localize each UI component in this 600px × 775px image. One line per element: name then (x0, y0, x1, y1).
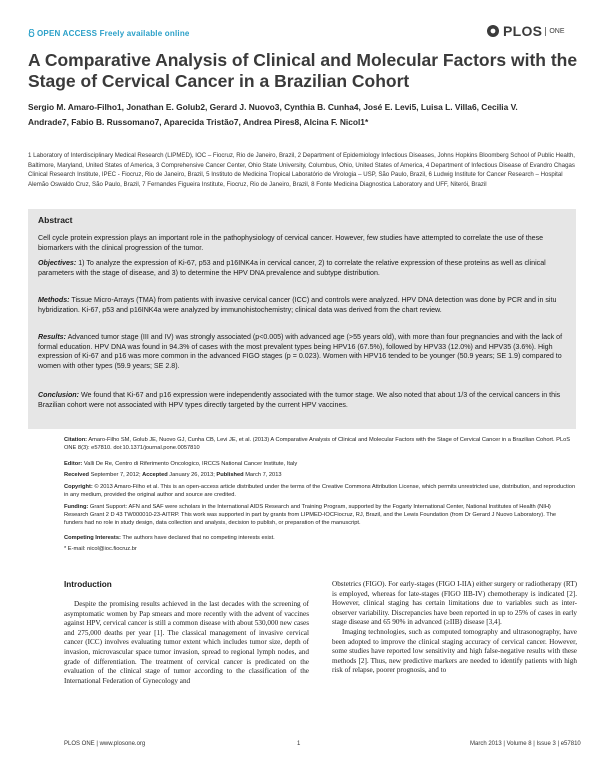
citation (64, 436, 576, 452)
published-label: Published (216, 472, 244, 478)
abstract-results (38, 333, 566, 371)
abstract-heading: Abstract (38, 215, 73, 225)
plos-wordmark: PLOS (503, 23, 543, 39)
body-column-left: Despite the promising results achieved in the last decades with the screening of asymptomatic women by Pap smears and more recently with the advent of vaccines against HPV, cervical cancer is still a common disease with about 530,000 new cases and 275,000 deaths per year [1]. The classical management of invasive cervical cancer (ICC) involves evaluating tumor extent which includes tumor size, depth of invasion, microvascular space tumor invasion, spread to regional lymph nodes, and grade of differentiation. The treatment of cervical cancer is predicated on the evaluation of the clinical stage of tumor according to the classification of the International Federation of Gynecology and (64, 600, 309, 685)
competing-label: Competing Interests: (64, 535, 121, 541)
editor (64, 460, 576, 468)
methods-text: Tissue Micro-Arrays (TMA) from patients with invasive cervical cancer (ICC) and controls were analyzed. HPV DNA detection was done by PCR and in situ hybridization. Ki-67, p53 and p16INK4a were analyzed by immunohistochemistry; clinical data was derived from the chart review. (38, 296, 557, 314)
methods-label: Methods: (38, 296, 70, 304)
received-label: Received (64, 472, 89, 478)
author-list: Sergio M. Amaro-Filho1, Jonathan E. Golub2, Gerard J. Nuovo3, Cynthia B. Cunha4, José E. Levi5, Luisa L. Villa6, Cecilia V. Andrade7, Fabio B. Russomano7, Aparecida Tristão7, Andrea Pires8, Alcina F. Nicol1* (28, 102, 518, 127)
copyright-label: Copyright: (64, 484, 93, 490)
conclusion-text: We found that Ki-67 and p16 expression were independently associated with the tumor stage. We also noted that about 1/3 of the cervical cancers in this Brazilian cohort were not associated with HPV types directly targeted by the current HPV vaccines. (38, 391, 561, 409)
abstract-conclusion (38, 391, 566, 410)
footer-journal-site: PLOS ONE | www.plosone.org (64, 741, 146, 747)
article-title: A Comparative Analysis of Clinical and Molecular Factors with the Stage of Cervical Cancer in a Brazilian Cohort (28, 50, 578, 91)
funding (64, 503, 576, 528)
open-access-text: ACCESS Freely available online (62, 29, 190, 38)
objectives-text: 1) To analyze the expression of Ki-67, p53 and p16INK4a in cervical cancer, 2) to correlate the relative expression of these proteins as well as clinical parameters with the stage of disease, and 3) to determine the HPV DNA prevalence and subtype distribution. (38, 259, 546, 277)
body-paragraph: Obstetrics (FIGO). For early-stages (FIGO I-IIA) either surgery or radiotherapy (RT) is employed, whereas for late-stages (FIGO IIB-IV) chemotherapy is indicated [2]. However, clinical staging has certain limitations due to variables such as inter-observer variability. Discrepancies have been reported in up to 25% of cases in early stage disease and 65 90% in advanced (≥IIB) disease [3,4]. (332, 580, 577, 627)
editor-text: Valli De Re, Centro di Riferimento Oncologico, IRCCS National Cancer Institute, Italy (82, 461, 298, 467)
page-number: 1 (297, 741, 301, 747)
copyright-text: © 2013 Amaro-Filho et al. This is an open-access article distributed under the terms of the Creative Commons Attribution License, which permits unrestricted use, distribution, and reproduction in any medium, provided the original author and source are credited. (64, 484, 576, 499)
competing-text: The authors have declared that no competing interests exist. (120, 535, 275, 541)
results-text: Advanced tumor stage (III and IV) was strongly associated (p<0.005) with advanced age (>55 years old), with more than four pregnancies and with the lack of formal education. HPV DNA was found in 94.3% of cases with the most prevalent types being HPV16 (67.5%), followed by HPV33 (12.0%) and HPV35 (3.6%). High expression of Ki-67 and p16 was more common in the advanced FIGO stages (p = 0.023). Women with HPV16 tended to be younger (50.9 years; SE 1.9) compared to women with other types (59.9 years; SE 2.8). (38, 333, 563, 370)
abstract-background: Cell cycle protein expression plays an important role in the pathophysiology of cervical cancer. However, few studies have attempted to correlate the use of these biomarkers with the clinical progression of the tumor. (38, 234, 544, 252)
conclusion-label: Conclusion: (38, 391, 79, 399)
results-label: Results: (38, 333, 66, 341)
open-access-prefix: OPEN (37, 29, 61, 38)
footer-issue-info: March 2013 | Volume 8 | Issue 3 | e57810 (470, 741, 581, 747)
received-date: September 7, 2012; (88, 472, 143, 478)
abstract-box (28, 209, 576, 429)
competing-interests (64, 534, 576, 542)
accepted-date: January 26, 2013; (167, 472, 217, 478)
citation-label: Citation: (64, 437, 88, 443)
plos-one-subtext: ONE (545, 27, 564, 36)
abstract-methods (38, 296, 566, 315)
body-paragraph: Imaging technologies, such as computed tomography and ultrasonography, have been adopted to improve the clinical staging accuracy of cervical cancer. However, some studies have reported low sensitivity and high false-negative results with these methods [2]. Thus, new predictive markers are needed to identify patients with high risk of relapse, poorer prognosis, and to (332, 627, 577, 675)
affiliations: 1 Laboratory of Interdisciplinary Medical Research (LIPMED), IOC – Fiocruz, Rio de Janeiro, Brazil, 2 Department of Epidemiology Infectious Diseases, Johns Hopkins Bloomberg School of Public Health, Baltimore, Maryland, United States of America, 3 Comprehensive Cancer Center, Ohio State University, Columbus, Ohio, United States of America, 4 Department of Infectious Disease of Evandro Chagas Clinical Research Institute, IPEC - Fiocruz, Rio de Janeiro, Brazil, 5 Instituto de Medicina Tropical Laboratório de Virologia – USP, São Paulo, Brazil, 6 Ludwig Institute for Cancer Research – Hospital Alemão Oswaldo Cruz, São Paulo, Brazil, 7 Fernandes Figueira Institute, Fiocruz, Rio de Janeiro, Brazil, 8 Fonte Medicina Diagnostica Laboratory and UFF, Niterói, Brazil (28, 152, 575, 188)
dates (64, 471, 576, 479)
citation-text: Amaro-Filho SM, Golub JE, Nuovo GJ, Cunha CB, Levi JE, et al. (2013) A Comparative Analysis of Clinical and Molecular Factors with the Stage of Cervical Cancer in a Brazilian Cohort. PLoS ONE 8(3): e57810. doi:10.1371/journal.pone.0057810 (64, 437, 571, 452)
abstract-objectives (38, 259, 566, 278)
corresponding-email: * E-mail: nicol@ioc.fiocruz.br (64, 546, 137, 552)
editor-label: Editor: (64, 461, 83, 467)
copyright (64, 483, 576, 499)
objectives-label: Objectives: (38, 259, 77, 267)
plos-logo-icon (486, 24, 500, 38)
introduction-heading: Introduction (64, 580, 112, 589)
funding-text: Grant Support: AFN and SAF were scholars in the International AIDS Research and Training Program, supported by the Fogarty International Center, National Institutes of Health (NIH) Research Grant 2 D 43 TW000010-23-AITRP. This work was supported in part by grants from LIPMED-IOCFiocruz, RJ, Brazil, and the Lewis Foundation (from Dr Gerard J Nuovo Laboratory). The funders had no role in study design, data collection and analysis, decision to publish, or preparation of the manuscript. (64, 504, 557, 527)
open-access-lock-icon (28, 29, 35, 37)
open-access-banner (28, 29, 190, 38)
funding-label: Funding: (64, 504, 89, 510)
published-date: March 7, 2013 (243, 472, 282, 478)
body-column-right (332, 580, 577, 676)
accepted-label: Accepted (142, 472, 168, 478)
plos-one-logo (486, 22, 565, 40)
